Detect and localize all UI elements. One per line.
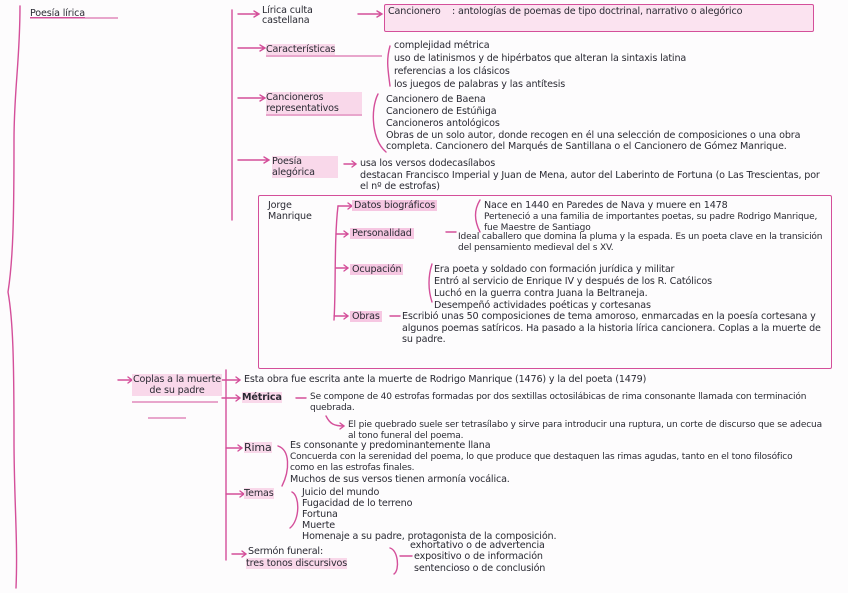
datos-label: Datos biográficos — [354, 200, 436, 211]
coplas-intro: Esta obra fue escrita ante la muerte de Rodrigo Manrique (1476) y la del poeta (1479) — [244, 374, 647, 385]
temas-label: Temas — [244, 488, 274, 499]
metrica-text: Se compone de 40 estrofas formadas por dos sextillas octosilábicas de rima consonante llamada con terminación quebrada. — [310, 392, 807, 413]
cancionero-item: Cancionero de Estúñiga — [386, 106, 497, 117]
ocupacion-item: Luchó en la guerra contra Juana la Beltraneja. — [434, 288, 648, 299]
ocupacion-item: Entró al servicio de Enrique IV y después de los R. Católicos — [434, 276, 712, 287]
rima-item: Es consonante y predominantemente llana — [290, 440, 491, 451]
caracteristica-item: complejidad métrica — [394, 40, 490, 51]
cancionero-term: Cancionero — [388, 6, 441, 17]
tema-item: Homenaje a su padre, protagonista de la composición. — [302, 531, 557, 542]
obras-label: Obras — [352, 311, 380, 322]
sermon-label: Sermón funeral: — [248, 546, 324, 557]
datos-item: Perteneció a una familia de importantes poetas, su padre Rodrigo Manrique, fue Maestre de Santiago — [484, 212, 818, 233]
cancioneros-label: Cancioneros representativos — [266, 92, 362, 114]
lirica-label — [262, 6, 352, 26]
sermon-item: expositivo o de información — [414, 551, 543, 562]
cancionero-item: Obras de un solo autor, donde recogen en él una selección de composiciones o una obra completa. Cancionero del Marqués de Santillana o el Cancionero de Gómez Manrique. — [386, 130, 801, 152]
sermon-item: exhortativo o de advertencia — [410, 540, 545, 551]
tema-item: Juicio del mundo — [302, 487, 380, 498]
main-brace — [8, 6, 20, 588]
sermon-sub: tres tonos discursivos — [246, 558, 348, 569]
ocupacion-label: Ocupación — [352, 264, 402, 275]
caracteristica-item: referencias a los clásicos — [394, 66, 510, 77]
tema-item: Fugacidad de lo terreno — [302, 498, 413, 509]
metrica-label: Métrica — [242, 392, 282, 403]
alegorica-label: Poesía alegórica — [272, 156, 338, 178]
ocupacion-item: Era poeta y soldado con formación jurídica y militar — [434, 264, 675, 275]
personalidad-text: Ideal caballero que domina la pluma y la espada. Es un poeta clave en la transición del pensamiento medieval del s XV. — [458, 232, 823, 253]
page-title: Poesía lírica — [30, 8, 85, 19]
ocupacion-item: Desempeñó actividades poéticas y cortesanas — [434, 300, 651, 311]
rima-label: Rima — [244, 441, 272, 454]
rima-item: Muchos de sus versos tienen armonía vocálica. — [290, 474, 510, 485]
personalidad-label: Personalidad — [352, 228, 412, 239]
sermon-item: sentencioso o de conclusión — [414, 563, 546, 574]
metrica-note: El pie quebrado suele ser tetrasílabo y sirve para introducir una ruptura, un corte de discurso que se adecua al tono funeral del poema. — [348, 420, 822, 441]
caracteristica-item: los juegos de palabras y las antítesis — [394, 79, 566, 90]
caracteristica-item: uso de latinismos y de hipérbatos que alteran la sintaxis latina — [394, 53, 687, 64]
coplas-label: Coplas a la muerte de su padre — [132, 374, 221, 396]
tema-item: Muerte — [302, 520, 335, 531]
cancionero-definition: : antologías de poemas de tipo doctrinal, narrativo o alegórico — [452, 6, 743, 17]
datos-item: Nace en 1440 en Paredes de Nava y muere en 1478 — [484, 200, 728, 211]
tema-item: Fortuna — [302, 509, 338, 520]
jorge-label: Jorge Manrique — [268, 200, 312, 222]
cancionero-item: Cancionero de Baena — [386, 94, 486, 105]
cancionero-item: Cancioneros antológicos — [386, 118, 500, 129]
caracteristicas-label: Características — [266, 44, 336, 55]
lirica-label-text: Lírica culta castellana — [262, 5, 313, 26]
alegorica-item: destacan Francisco Imperial y Juan de Mena, autor del Laberinto de Fortuna (o Las Trescientas, por el nº de estrofas) — [360, 170, 820, 192]
alegorica-item: usa los versos dodecasílabos — [360, 158, 496, 169]
rima-item: Concuerda con la serenidad del poema, lo que produce que destaquen las rimas agudas, tanto en el tono filosófico como en las estrofas finales. — [290, 452, 793, 473]
obras-text: Escribió unas 50 composiciones de tema amoroso, enmarcadas en la poesía cortesana y algunos poemas satíricos. Ha pasado a la historia lírica cancionera. Coplas a la muerte de su padre. — [402, 311, 821, 345]
